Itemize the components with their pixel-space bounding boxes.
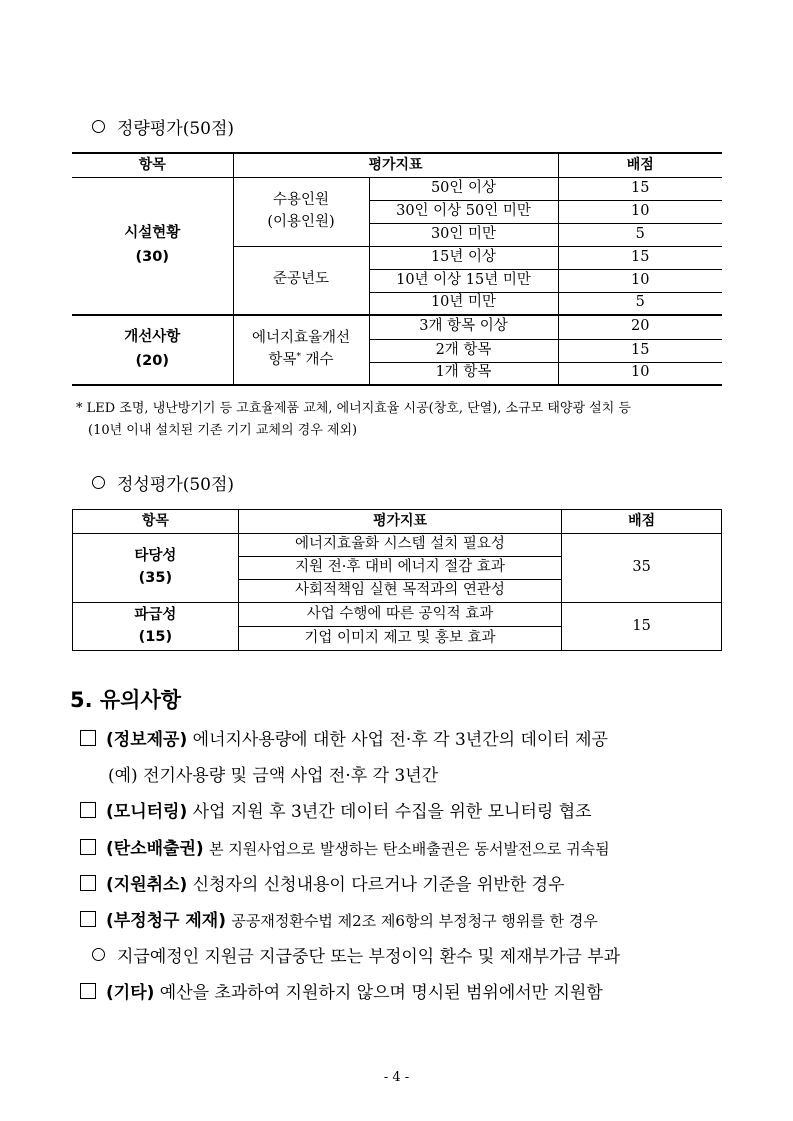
quant-header-score: 배점 xyxy=(558,153,722,177)
checkbox-square-icon xyxy=(80,839,96,855)
year-score: 15 xyxy=(558,246,722,269)
circle-bullet-icon xyxy=(92,948,105,961)
checkbox-square-icon xyxy=(80,730,96,746)
improve-criterion: 3개 항목 이상 xyxy=(369,315,558,339)
circle-bullet-icon xyxy=(92,476,105,489)
year-criterion: 10년 이상 15년 미만 xyxy=(369,269,558,292)
improve-criterion: 2개 항목 xyxy=(369,339,558,362)
section-title: 5. 유의사항 xyxy=(70,688,182,712)
ripple-cell xyxy=(73,603,239,651)
improve-score: 15 xyxy=(558,339,722,362)
footnote-line: * LED 조명, 냉난방기기 등 고효율제품 교체, 에너지효율 시공(창호, 단열), 소규모 태양광 설치 등 xyxy=(76,401,631,416)
year-score: 5 xyxy=(558,292,722,315)
capacity-score: 5 xyxy=(558,223,722,246)
capacity-label-cell xyxy=(233,177,369,246)
improve-cell xyxy=(72,315,233,385)
capacity-score: 10 xyxy=(558,200,722,223)
ripple-points: (15) xyxy=(138,628,173,645)
footnote-marker: * xyxy=(296,352,301,362)
checkbox-square-icon xyxy=(80,911,96,927)
quant-heading: 정량평가(50점) xyxy=(92,114,234,139)
year-label: 준공년도 xyxy=(233,246,369,315)
facility-name: 시설현황 xyxy=(124,224,181,241)
capacity-label: 수용인원 xyxy=(272,191,330,208)
notice-item: (정보제공) 에너지사용량에 대한 사업 전·후 각 3년간의 데이터 제공 xyxy=(80,725,608,750)
improve-sublabel: 항목* 개수 xyxy=(268,352,334,368)
capacity-sublabel: (이용인원) xyxy=(267,213,335,230)
qual-header-indicator: 평가지표 xyxy=(238,510,561,534)
qual-header-item: 항목 xyxy=(73,510,239,534)
notice-item: (탄소배출권) 본 지원사업으로 발생하는 탄소배출권은 동서발전으로 귀속됨 xyxy=(80,834,610,859)
ripple-indicator: 기업 이미지 제고 및 홍보 효과 xyxy=(238,627,561,651)
improve-points: (20) xyxy=(135,353,169,369)
improve-label-cell xyxy=(233,315,369,385)
footnote xyxy=(76,398,756,442)
year-criterion: 15년 이상 xyxy=(369,246,558,269)
notice-item: (지원취소) 신청자의 신청내용이 다르거나 기준을 위반한 경우 xyxy=(80,870,565,895)
quant-header-item: 항목 xyxy=(72,153,233,177)
improve-criterion: 1개 항목 xyxy=(369,362,558,385)
year-criterion: 10년 미만 xyxy=(369,292,558,315)
improve-name: 개선사항 xyxy=(124,329,181,346)
checkbox-square-icon xyxy=(80,802,96,818)
notice-subitem: (예) 전기사용량 및 금액 사업 전·후 각 3년간 xyxy=(108,766,439,786)
validity-indicator: 지원 전·후 대비 에너지 절감 효과 xyxy=(238,557,561,580)
validity-cell xyxy=(73,534,239,603)
footnote-line: (10년 이내 설치된 기존 기기 교체의 경우 제외) xyxy=(88,423,358,438)
checkbox-square-icon xyxy=(80,875,96,891)
notice-circle-item: 지급예정인 지원금 지급중단 또는 부정이익 환수 및 제재부가금 부과 xyxy=(92,942,620,967)
notice-item: (기타) 예산을 초과하여 지원하지 않으며 명시된 범위에서만 지원함 xyxy=(80,978,603,1003)
checkbox-square-icon xyxy=(80,983,96,999)
year-score: 10 xyxy=(558,269,722,292)
quant-header-indicator: 평가지표 xyxy=(233,153,558,177)
validity-name: 타당성 xyxy=(134,548,177,565)
validity-indicator: 에너지효율화 시스템 설치 필요성 xyxy=(238,534,561,557)
notice-item: (모니터링) 사업 지원 후 3년간 데이터 수집을 위한 모니터링 협조 xyxy=(80,797,592,822)
qual-header-score: 배점 xyxy=(562,510,722,534)
validity-indicator: 사회적책임 실현 목적과의 연관성 xyxy=(238,580,561,603)
capacity-criterion: 50인 이상 xyxy=(369,177,558,200)
ripple-name: 파급성 xyxy=(134,606,177,623)
ripple-score: 15 xyxy=(562,603,722,651)
improve-label: 에너지효율개선 xyxy=(251,330,351,347)
ripple-indicator: 사업 수행에 따른 공익적 효과 xyxy=(238,603,561,627)
facility-cell xyxy=(72,177,233,315)
qual-heading: 정성평가(50점) xyxy=(92,470,234,495)
improve-score: 10 xyxy=(558,362,722,385)
qual-table xyxy=(72,509,722,651)
capacity-score: 15 xyxy=(558,177,722,200)
facility-points: (30) xyxy=(135,248,169,265)
quant-table xyxy=(72,152,722,386)
validity-score: 35 xyxy=(562,534,722,603)
validity-points: (35) xyxy=(138,570,173,586)
page-number: - 4 - xyxy=(383,1070,410,1085)
capacity-criterion: 30인 이상 50인 미만 xyxy=(369,200,558,223)
circle-bullet-icon xyxy=(92,120,105,133)
notice-item: (부정청구 제재) 공공재정환수법 제2조 제6항의 부정청구 행위를 한 경우 xyxy=(80,906,598,931)
improve-score: 20 xyxy=(558,315,722,339)
capacity-criterion: 30인 미만 xyxy=(369,223,558,246)
